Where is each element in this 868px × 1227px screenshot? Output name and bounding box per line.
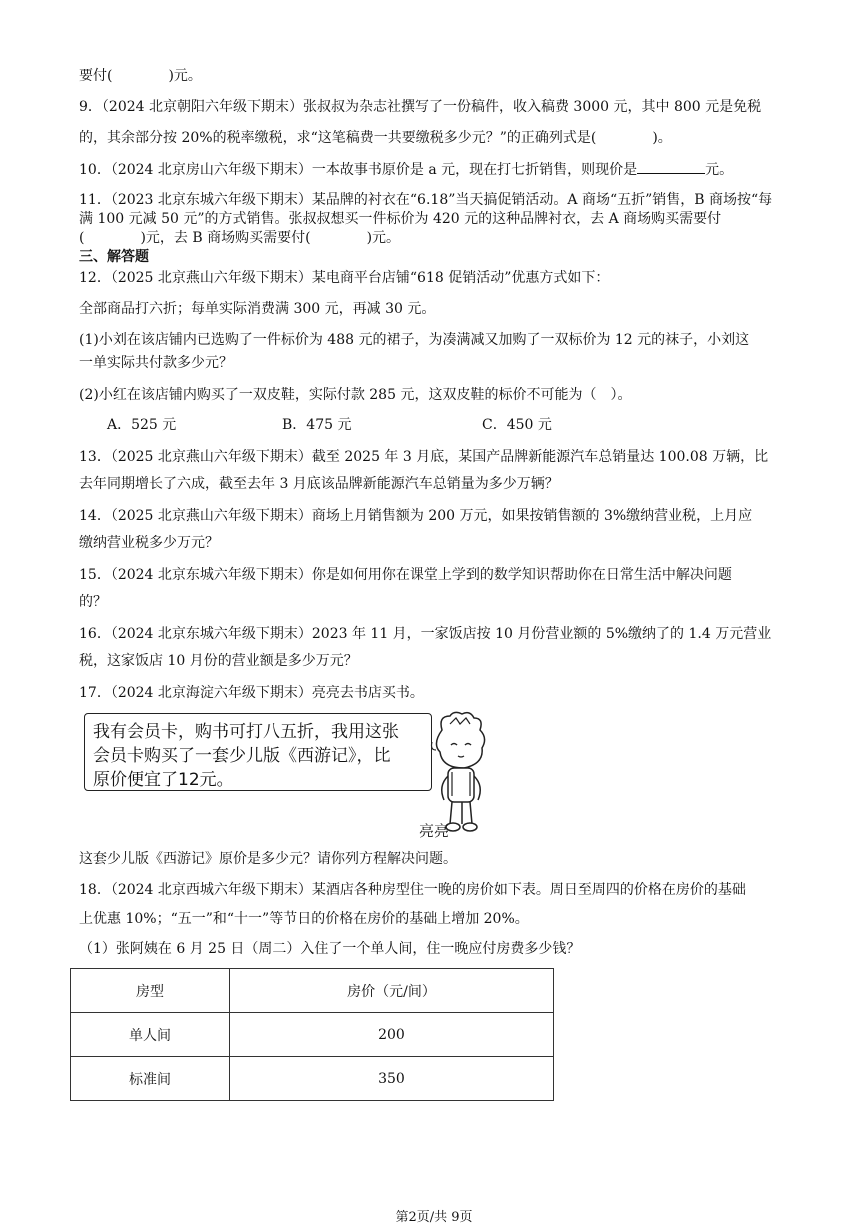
- q14-line1: 14．（2025 北京燕山六年级下期末）商场上月销售额为 200 万元，如果按销售额的 3%缴纳营业税，上月应: [79, 508, 753, 524]
- q12-part1-line2: 一单实际共付款多少元？: [79, 355, 233, 371]
- q11-line2: 满 100 元减 50 元”的方式销售。张叔叔想买一件标价为 420 元的这种品牌衬衣，去 A 商场购买需要付: [79, 211, 722, 227]
- q17-line1: 17．（2024 北京海淀六年级下期末）亮亮去书店买书。: [79, 685, 424, 701]
- bubble-line: 我有会员卡，购书可打八五折，我用这张: [93, 722, 399, 742]
- speech-bubble: [84, 713, 432, 791]
- bubble-line: 原价便宜了12元。: [93, 770, 234, 790]
- table-cell: 350: [229, 1057, 553, 1101]
- q15-line1: 15．（2024 北京东城六年级下期末）你是如何用你在课堂上学到的数学知识帮助你在日常生活中解决问题: [79, 567, 732, 583]
- table-cell: 单人间: [71, 1013, 230, 1057]
- q9-line1: 9．（2024 北京朝阳六年级下期末）张叔叔为杂志社撰写了一份稿件，收入稿费 3000 元，其中 800 元是免税: [79, 99, 762, 115]
- q17-line2: 这套少儿版《西游记》原价是多少元？请你列方程解决问题。: [79, 851, 457, 867]
- table-header-cell: 房价（元/间）: [229, 969, 553, 1013]
- section-heading: 三、解答题: [79, 249, 149, 265]
- q16-line1: 16．（2024 北京东城六年级下期末）2023 年 11 月，一家饭店按 10 月份营业额的 5%缴纳了的 1.4 万元营业: [79, 626, 772, 642]
- q13-line2: 去年同期增长了六成，截至去年 3 月底该品牌新能源汽车总销量为多少万辆？: [79, 476, 559, 492]
- table-header-row: [71, 969, 554, 1013]
- q16-line2: 税，这家饭店 10 月份的营业额是多少万元？: [79, 653, 358, 669]
- q12-part1-line1: (1)小刘在该店铺内已选购了一件标价为 488 元的裙子，为凑满减又加购了一双标价为 12 元的袜子，小刘这: [79, 332, 750, 348]
- table-header-cell: 房型: [71, 969, 230, 1013]
- q8-tail: 要付( )元。: [79, 68, 202, 84]
- q14-line2: 缴纳营业税多少万元？: [79, 535, 219, 551]
- q11-line3: ( )元，去 B 商场购买需要付( )元。: [79, 230, 401, 246]
- q10-unit: 元。: [705, 162, 734, 178]
- q12-part2: (2)小红在该店铺内购买了一双皮鞋，实际付款 285 元，这双皮鞋的标价不可能为（ ）。: [79, 387, 632, 403]
- q9-line2: 的，其余部分按 20%的税率缴税，求“这笔稿费一共要缴税多少元？”的正确列式是( )。: [79, 130, 672, 146]
- table-row: [71, 1057, 554, 1101]
- bubble-line: 会员卡购买了一套少儿版《西游记》，比: [93, 746, 391, 766]
- q11-line1: 11．（2023 北京东城六年级下期末）某品牌的衬衣在“6.18”当天搞促销活动。A 商场“五折”销售，B 商场按“每: [79, 192, 773, 208]
- q18-part1: （1）张阿姨在 6 月 25 日（周二）入住了一个单人间，住一晚应付房费多少钱？: [79, 941, 581, 957]
- q15-line2: 的？: [79, 594, 107, 610]
- q12-line2: 全部商品打六折；每单实际消费满 300 元，再减 30 元。: [79, 301, 436, 317]
- character-name: 亮亮: [419, 822, 450, 840]
- table-row: [71, 1013, 554, 1057]
- option-a: A．525 元: [107, 417, 177, 433]
- option-c: C．450 元: [482, 417, 552, 433]
- q18-line1: 18．（2024 北京西城六年级下期末）某酒店各种房型住一晚的房价如下表。周日至周四的价格在房价的基础: [79, 882, 746, 898]
- q10-text: 10．（2024 北京房山六年级下期末）一本故事书原价是 a 元，现在打七折销售，则现价是: [79, 162, 638, 178]
- q18-line2: 上优惠 10%；“五一”和“十一”等节日的价格在房价的基础上增加 20%。: [79, 911, 529, 927]
- q13-line1: 13．（2025 北京燕山六年级下期末）截至 2025 年 3 月底，某国产品牌新能源汽车总销量达 100.08 万辆，比: [79, 449, 769, 465]
- room-rate-table: [70, 968, 554, 1101]
- table-cell: 标准间: [71, 1057, 230, 1101]
- q12-line1: 12．（2025 北京燕山六年级下期末）某电商平台店铺“618 促销活动”优惠方式如下：: [79, 270, 610, 286]
- answer-blank: [637, 159, 705, 174]
- page-footer: 第2页/共 9页: [395, 1210, 473, 1225]
- table-cell: 200: [229, 1013, 553, 1057]
- q10-line: [79, 159, 733, 180]
- option-b: B．475 元: [282, 417, 352, 433]
